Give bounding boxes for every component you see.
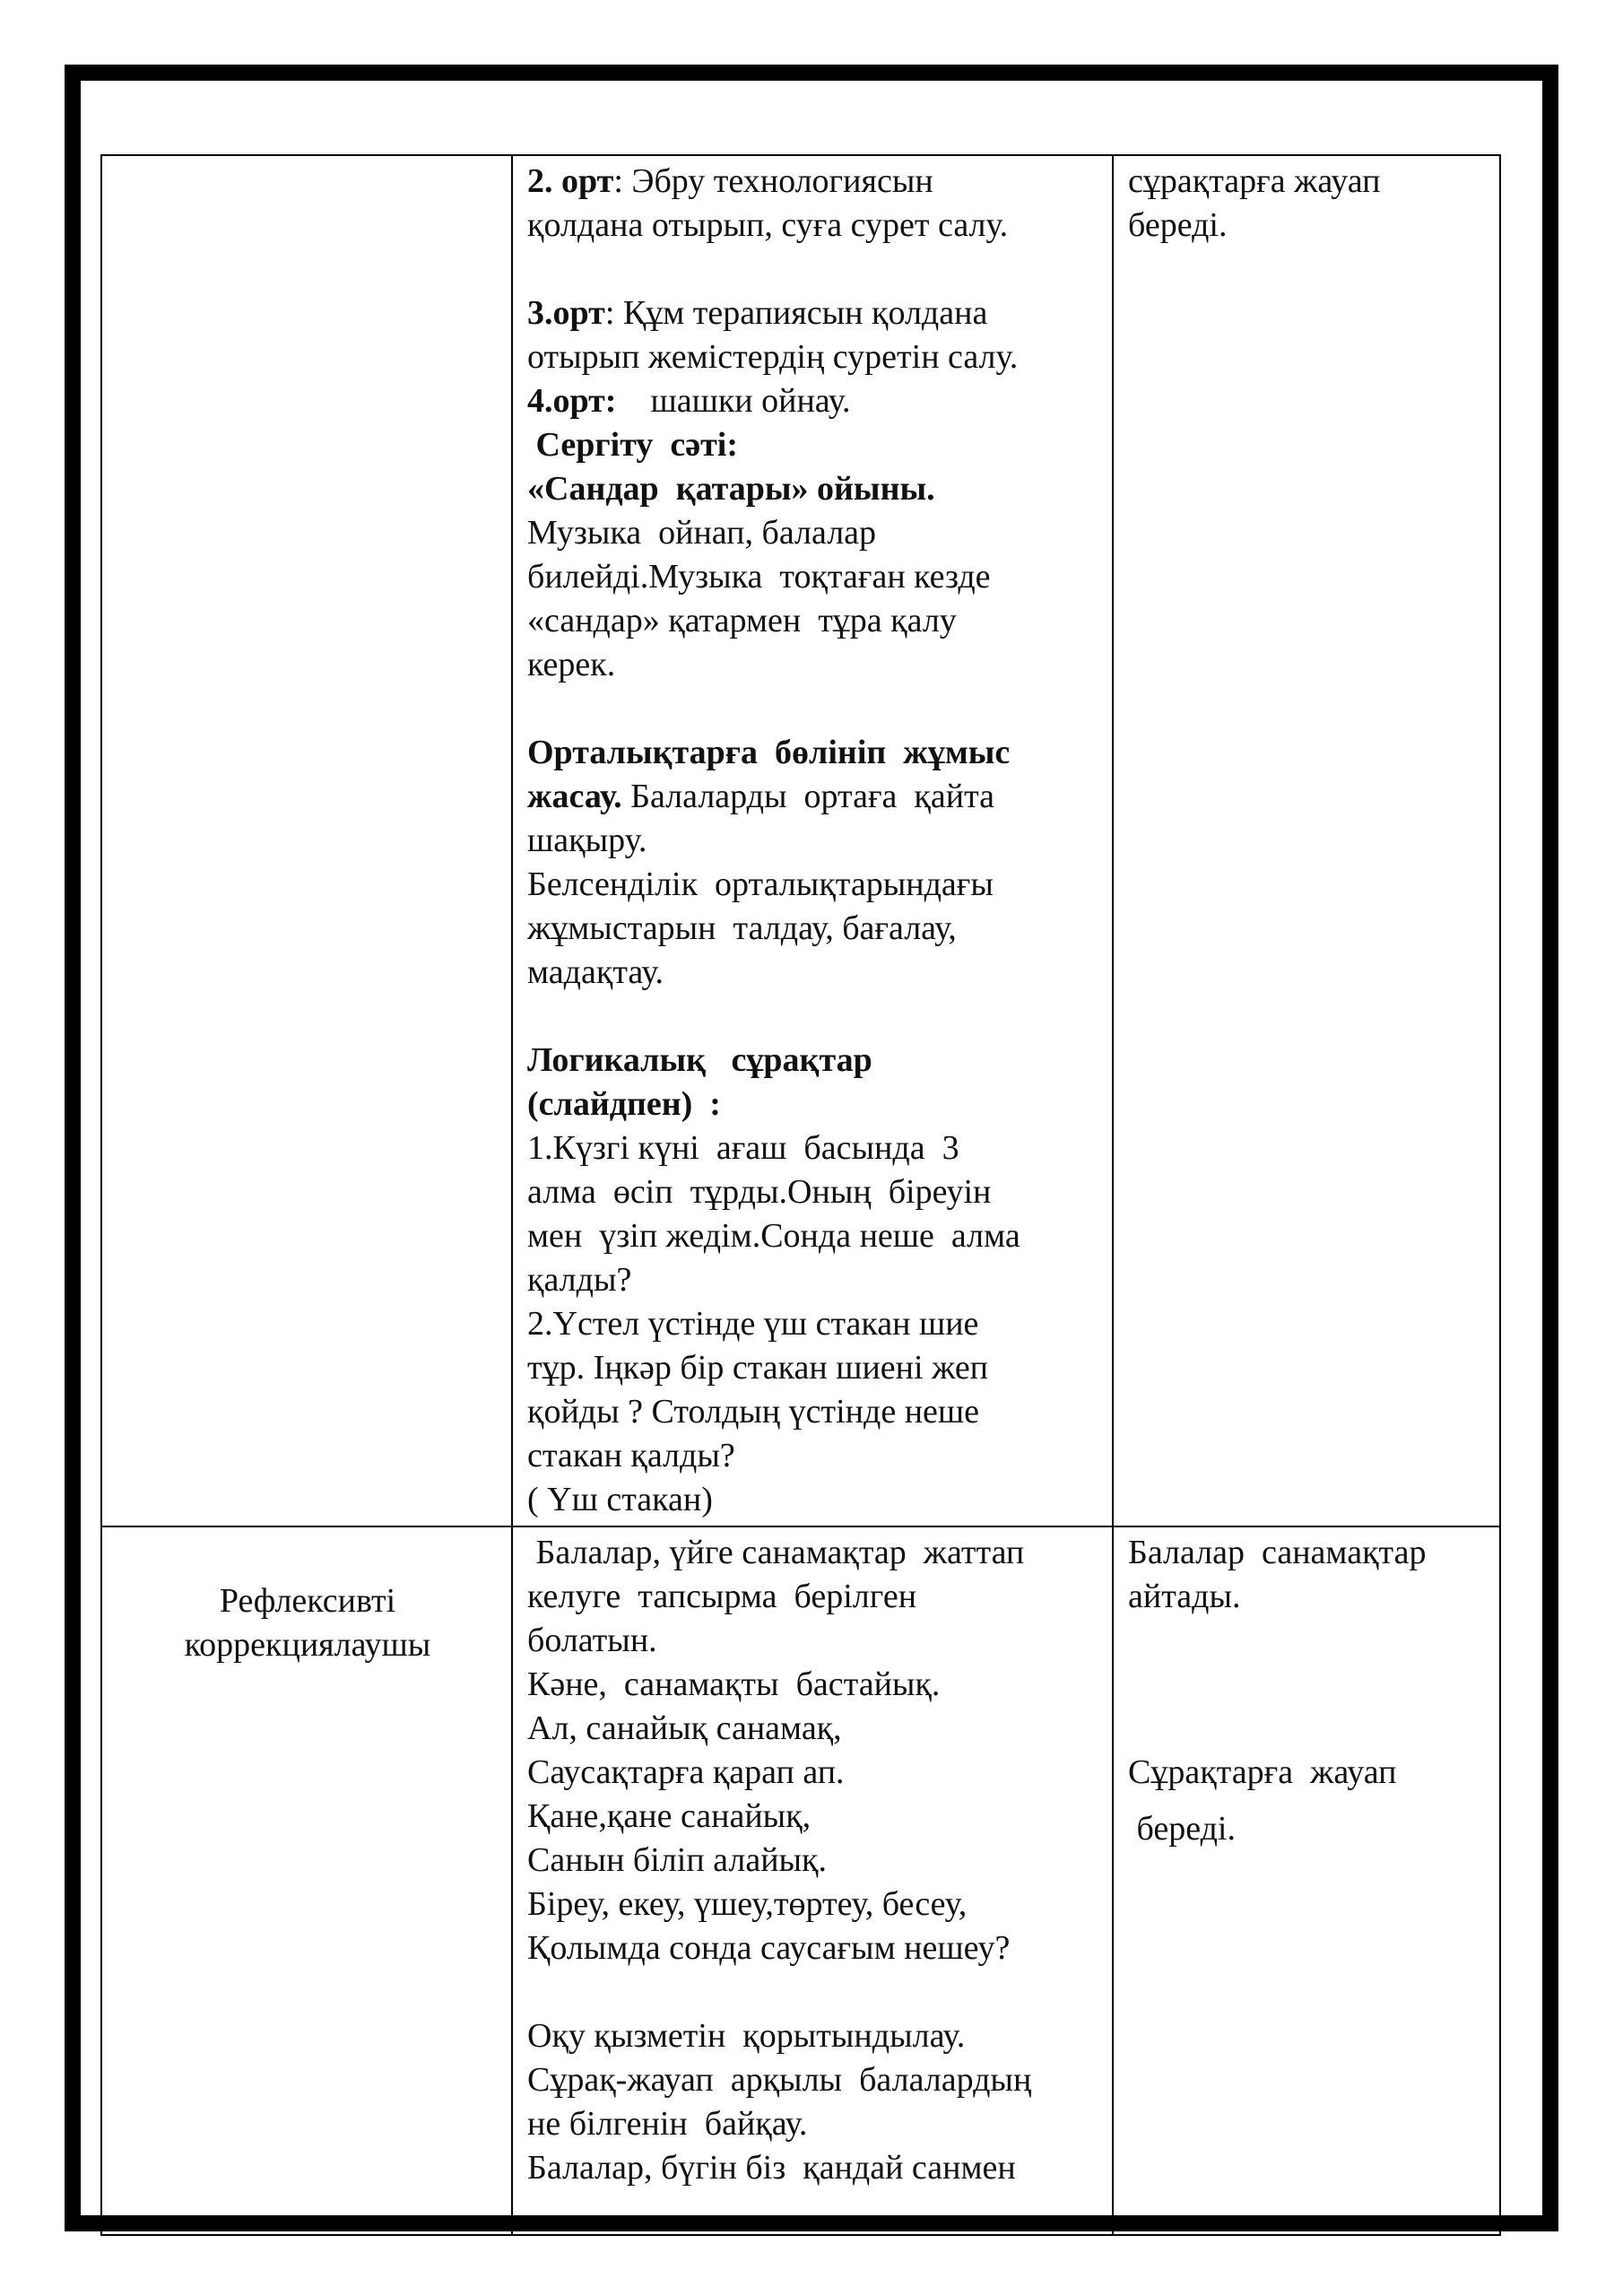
rhyme-line: Қолымда сонда саусағым нешеу? [527,1929,1011,1967]
summary-line: Балалар, бүгін біз қандай санмен [527,2149,1016,2187]
center3-text: : Құм терапиясын қолдана [604,294,988,332]
centers-title-1: Орталықтарға бөлініп жұмыс [527,734,1011,771]
summary-line: не білгенін байқау. [527,2105,808,2143]
logic-line: қалды? [527,1261,632,1299]
rhyme-line: Қане,қане санайық, [527,1797,812,1835]
logic-line: стакан қалды? [527,1437,735,1474]
center2-text-2: қолдана отырып, суға сурет салу. [527,206,1009,244]
stage-cell [101,1526,512,2235]
child-activity-line: Балалар санамақтар [1128,1534,1427,1571]
center3-label: 3.орт [527,294,605,332]
center4-text: шашки ойнау. [616,382,851,420]
logic-line: 1.Күзгі күні ағаш басында 3 [527,1129,959,1167]
table-row [101,155,1500,1526]
center2-line [527,160,1099,204]
table-row [101,1526,1500,2235]
summary-line: Сұрақ-жауап арқылы балалардың [527,2061,1032,2099]
logic-line: алма өсіп тұрды.Оның біреуін [527,1173,992,1211]
teacher-activity-cell [512,1526,1113,2235]
centers-title-2: жасау. [527,778,622,815]
teacher-activity-cell [512,155,1113,1526]
game-line: Музыка ойнап, балалар [527,514,877,552]
centers-line: шақыру. [527,822,647,859]
game-line: билейді.Музыка тоқтаған кезде [527,558,991,596]
child-activity-line: Сұрақтарға жауап [1128,1753,1397,1791]
centers-text-2: Балаларды ортаға қайта [621,778,995,815]
rhyme-line: Біреу, екеу, үшеу,төртеу, бесеу, [527,1885,968,1923]
center3-line [527,291,1099,335]
rhyme-line: болатын. [527,1622,657,1659]
summary-line: Оқу қызметін қорытындылау. [527,2017,966,2055]
child-activity-line: береді. [1128,206,1228,244]
logic-line: 2.Үстел үстінде үш стакан шие [527,1305,979,1343]
stage-label: Рефлексивті [219,1582,396,1620]
rhyme-line: Санын біліп алайық. [527,1841,828,1879]
child-activity-cell [1113,155,1500,1526]
logic-line: мен үзіп жедім.Сонда неше алма [527,1217,1020,1255]
logic-line: тұр. Іңкәр бір стакан шиені жеп [527,1349,989,1387]
center4-line [527,379,1099,423]
center2-label: 2. орт [527,162,614,200]
game-line: «сандар» қатармен тұра қалу [527,602,957,639]
rhyme-line: Балалар, үйге санамақтар жаттап [527,1534,1025,1571]
child-activity-line: айтады. [1128,1578,1241,1615]
child-activity-line: береді. [1128,1810,1236,1848]
child-activity-line: сұрақтарға жауап [1128,162,1381,200]
centers-line: жұмыстарын талдау, бағалау, [527,909,957,947]
rhyme-line: келуге тапсырма берілген [527,1578,917,1615]
break-title: Сергіту сәті: [527,426,738,464]
center3-text-2: отырып жемістердің суретін салу. [527,338,1019,376]
rhyme-line: Саусақтарға қарап ап. [527,1753,845,1791]
rhyme-line: Ал, санайық санамақ, [527,1709,842,1747]
game-title: «Сандар қатары» ойыны. [527,470,935,508]
logic-title-1: Логикалық сұрақтар [527,1041,872,1079]
center4-label: 4.орт: [527,382,617,420]
centers-line: Белсенділік орталықтарындағы [527,865,994,903]
lesson-table [100,154,1501,2236]
logic-line: қойды ? Столдың үстінде неше [527,1393,980,1431]
stage-cell-empty [101,155,512,1526]
rhyme-line: Кәне, санамақты бастайық. [527,1665,941,1703]
logic-line: ( Үш стакан) [527,1481,713,1518]
logic-title-2: (слайдпен) : [527,1085,721,1123]
stage-label: коррекциялаушы [184,1626,431,1664]
centers-line-2 [527,775,1099,819]
child-activity-cell [1113,1526,1500,2235]
center2-text: : Эбру технологиясын [613,162,933,200]
centers-line: мадақтау. [527,953,664,991]
game-line: керек. [527,646,616,683]
